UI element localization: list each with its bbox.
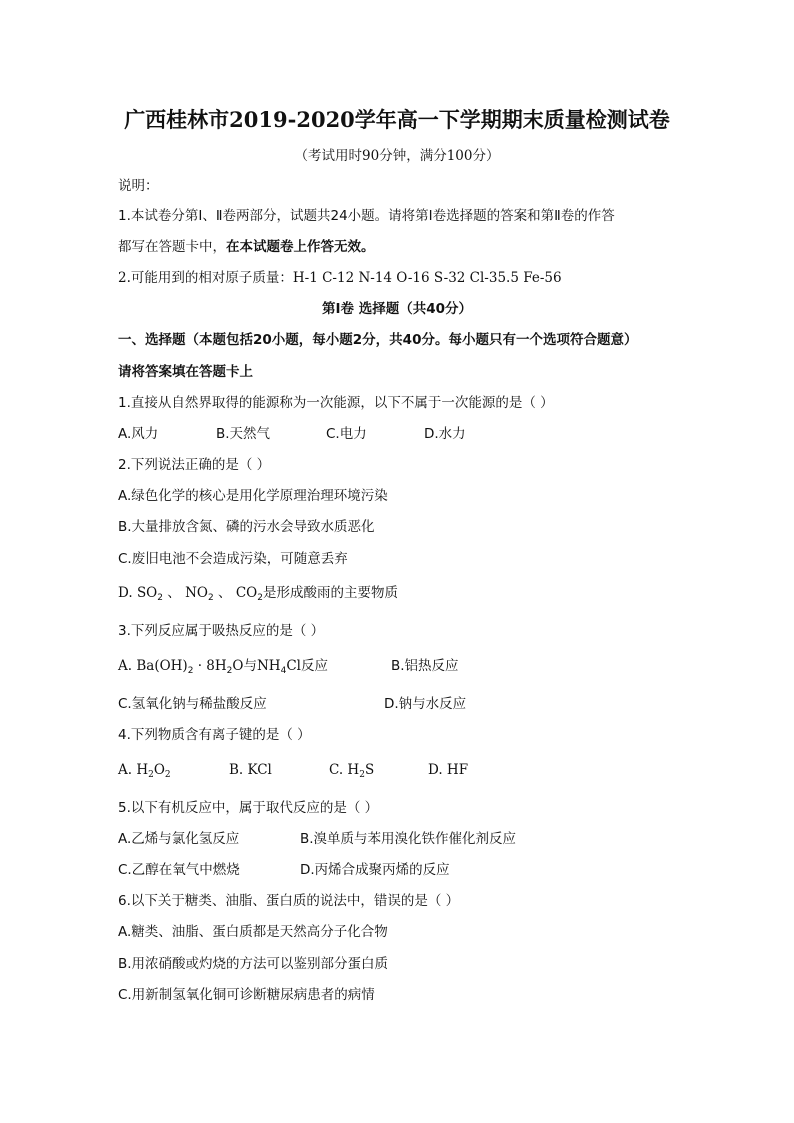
- part-1-heading: 一、选择题（本题包括20小题，每小题2分，共40分。每小题只有一个选项符合题意）: [118, 332, 638, 348]
- q4-stem: 4.下列物质含有离子键的是（ ）: [118, 727, 311, 743]
- q5-stem: 5.以下有机反应中，属于取代反应的是（ ）: [118, 800, 379, 816]
- q4-option-b: B. KCl: [229, 762, 272, 778]
- q6-option-c: C.用新制氢氧化铜可诊断糖尿病患者的病情: [118, 987, 375, 1003]
- q1-stem: 1.直接从自然界取得的能源称为一次能源，以下不属于一次能源的是（ ）: [118, 395, 554, 411]
- note-1-plain: 都写在答题卡中，: [118, 239, 226, 255]
- q6-option-b: B.用浓硝酸或灼烧的方法可以鉴别部分蛋白质: [118, 956, 389, 972]
- note-1-bold: 在本试题卷上作答无效。: [226, 239, 375, 255]
- q5-option-d: D.丙烯合成聚丙烯的反应: [300, 862, 450, 878]
- q3-stem: 3.下列反应属于吸热反应的是（ ）: [118, 623, 325, 639]
- q4-option-a: A. $H_2O_2$: [118, 762, 171, 780]
- exam-subtitle: （考试用时90分钟，满分100分）: [294, 148, 500, 164]
- part-1-subheading: 请将答案填在答题卡上: [118, 364, 253, 380]
- q4-option-c: C. $H_2S$: [329, 762, 375, 780]
- q2-option-b: B.大量排放含氮、磷的污水会导致水质恶化: [118, 519, 375, 535]
- q2-option-a: A.绿色化学的核心是用化学原理治理环境污染: [118, 488, 388, 504]
- q5-option-a: A.乙烯与氯化氢反应: [118, 831, 240, 847]
- notes-heading: 说明：: [118, 178, 159, 194]
- q1-option-d: D.水力: [424, 426, 466, 442]
- q1-option-a: A.风力: [118, 426, 159, 442]
- note-1-line-2: [118, 237, 375, 257]
- q4-option-d: D. HF: [428, 762, 469, 778]
- q1-option-b: B.天然气: [216, 426, 271, 442]
- exam-title: 广西桂林市2019-2020学年高一下学期期末质量检测试卷: [124, 107, 670, 132]
- q3-option-c: C.氢氧化钠与稀盐酸反应: [118, 696, 267, 712]
- q2-option-d: D. $SO_2$ 、 $NO_2$ 、 $CO_2$是形成酸雨的主要物质: [118, 585, 398, 603]
- q1-option-c: C.电力: [326, 426, 367, 442]
- q3-option-d: D.钠与水反应: [384, 696, 467, 712]
- q3-option-b: B.铝热反应: [391, 658, 459, 674]
- q6-option-a: A.糖类、油脂、蛋白质都是天然高分子化合物: [118, 924, 388, 940]
- q3-option-a: A. $Ba(OH)_2 \cdot 8H_2O$与$NH_4Cl$反应: [118, 658, 328, 676]
- q2-stem: 2.下列说法正确的是（ ）: [118, 457, 271, 473]
- q5-option-c: C.乙醇在氧气中燃烧: [118, 862, 240, 878]
- q5-option-b: B.溴单质与苯用溴化铁作催化剂反应: [300, 831, 517, 847]
- section-1-heading: 第Ⅰ卷 选择题（共40分）: [321, 301, 472, 317]
- note-2: 2.可能用到的相对原子质量：H-1 C-12 N-14 O-16 S-32 Cl-35.5 Fe-56: [118, 270, 562, 286]
- q6-stem: 6.以下关于糖类、油脂、蛋白质的说法中，错误的是（ ）: [118, 893, 460, 909]
- note-1-line-1: 1.本试卷分第Ⅰ、Ⅱ卷两部分，试题共24小题。请将第Ⅰ卷选择题的答案和第Ⅱ卷的作答: [118, 208, 615, 224]
- q2-option-c: C.废旧电池不会造成污染，可随意丢弃: [118, 551, 348, 567]
